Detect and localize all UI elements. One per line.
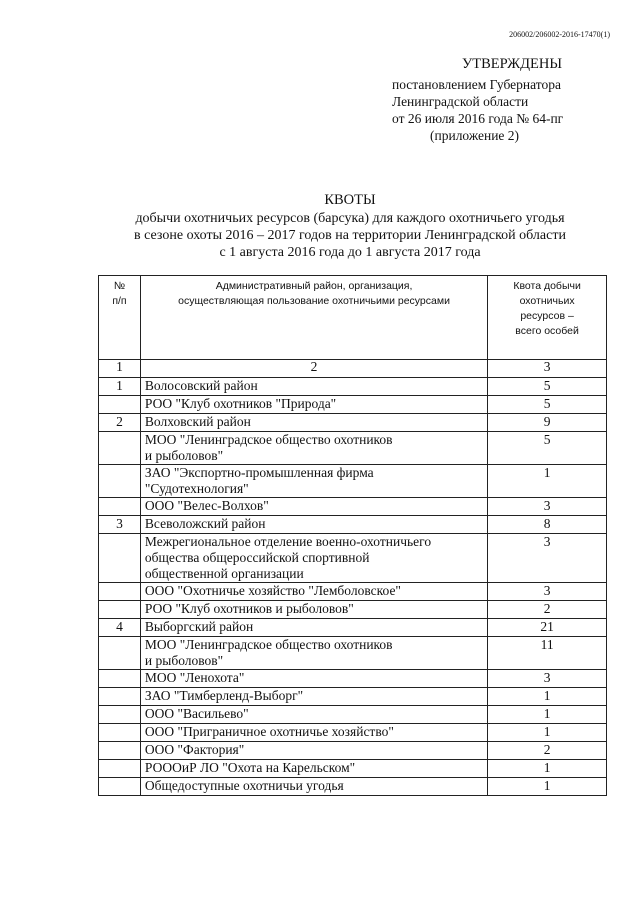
row-name: РОО "Клуб охотников и рыболовов" <box>140 601 487 619</box>
table-row <box>99 688 607 706</box>
row-name: Всеволожский район <box>140 516 487 534</box>
row-quota: 1 <box>488 760 607 778</box>
table-row <box>99 414 607 432</box>
header-name: Административный район, организация, осуществляющая пользование охотничьими ресурсами <box>140 276 487 360</box>
row-quota: 8 <box>488 516 607 534</box>
table-row <box>99 432 607 465</box>
table-row <box>99 619 607 637</box>
row-quota: 5 <box>488 378 607 396</box>
row-name: Выборгский район <box>140 619 487 637</box>
column-number: 2 <box>140 360 487 378</box>
row-name: РОО "Клуб охотников "Природа" <box>140 396 487 414</box>
row-quota: 3 <box>488 583 607 601</box>
row-quota: 1 <box>488 706 607 724</box>
column-number: 3 <box>488 360 607 378</box>
row-number <box>99 724 141 742</box>
row-quota: 5 <box>488 432 607 465</box>
row-name: ООО "Васильево" <box>140 706 487 724</box>
table-header-row <box>99 276 607 360</box>
header-num: № п/п <box>99 276 141 360</box>
row-number <box>99 778 141 796</box>
table-row <box>99 583 607 601</box>
table-row <box>99 516 607 534</box>
approval-line-1: постановлением Губернатора <box>392 77 561 92</box>
table-row <box>99 760 607 778</box>
row-name: МОО "Ленохота" <box>140 670 487 688</box>
table-row <box>99 742 607 760</box>
row-name: МОО "Ленинградское общество охотников и рыболовов" <box>140 432 487 465</box>
heading-sub-1: добычи охотничьих ресурсов (барсука) для каждого охотничьего угодья <box>135 211 565 226</box>
row-number <box>99 601 141 619</box>
approval-title: УТВЕРЖДЕНЫ <box>461 56 563 72</box>
row-number <box>99 534 141 583</box>
heading-main: КВОТЫ <box>324 192 376 208</box>
table-row <box>99 498 607 516</box>
document-id: 206002/206002-2016-17470(1) <box>509 30 610 39</box>
table-row <box>99 706 607 724</box>
row-name: ЗАО "Экспортно-промышленная фирма "Судотехнология" <box>140 465 487 498</box>
table-row <box>99 724 607 742</box>
approval-line-3: от 26 июля 2016 года № 64-пг <box>392 111 564 126</box>
table-row <box>99 534 607 583</box>
row-number <box>99 396 141 414</box>
table-row <box>99 670 607 688</box>
column-number-row <box>99 360 607 378</box>
row-number <box>99 637 141 670</box>
row-number: 1 <box>99 378 141 396</box>
row-number <box>99 688 141 706</box>
approval-line-2: Ленинградской области <box>392 94 529 109</box>
approval-block <box>392 56 612 144</box>
approval-appendix: (приложение 2) <box>430 128 520 143</box>
row-name: ООО "Велес-Волхов" <box>140 498 487 516</box>
table-row <box>99 465 607 498</box>
row-quota: 3 <box>488 670 607 688</box>
row-quota: 1 <box>488 688 607 706</box>
row-quota: 11 <box>488 637 607 670</box>
table-row <box>99 637 607 670</box>
row-name: ООО "Приграничное охотничье хозяйство" <box>140 724 487 742</box>
row-number: 2 <box>99 414 141 432</box>
row-number <box>99 432 141 465</box>
row-name: РОООиР ЛО "Охота на Карельском" <box>140 760 487 778</box>
row-name: Волосовский район <box>140 378 487 396</box>
heading-sub-2: в сезоне охоты 2016 – 2017 годов на территории Ленинградской области <box>134 228 566 243</box>
row-number <box>99 670 141 688</box>
row-name: Общедоступные охотничьи угодья <box>140 778 487 796</box>
column-number: 1 <box>99 360 141 378</box>
row-quota: 2 <box>488 601 607 619</box>
row-name: МОО "Ленинградское общество охотников и рыболовов" <box>140 637 487 670</box>
row-number: 4 <box>99 619 141 637</box>
header-quota: Квота добычи охотничьих ресурсов – всего особей <box>488 276 607 360</box>
quota-table <box>98 275 607 796</box>
row-number: 3 <box>99 516 141 534</box>
row-quota: 1 <box>488 778 607 796</box>
row-name: ООО "Охотничье хозяйство "Лемболовское" <box>140 583 487 601</box>
row-number <box>99 742 141 760</box>
document-heading <box>90 192 610 261</box>
row-number <box>99 583 141 601</box>
row-number <box>99 465 141 498</box>
row-quota: 5 <box>488 396 607 414</box>
table-row <box>99 396 607 414</box>
row-quota: 1 <box>488 465 607 498</box>
row-quota: 9 <box>488 414 607 432</box>
table-row <box>99 378 607 396</box>
row-name: Межрегиональное отделение военно-охотничьего общества общероссийской спортивной общественной организации <box>140 534 487 583</box>
row-name: ЗАО "Тимберленд-Выборг" <box>140 688 487 706</box>
row-quota: 21 <box>488 619 607 637</box>
row-quota: 2 <box>488 742 607 760</box>
heading-sub-3: с 1 августа 2016 года до 1 августа 2017 года <box>219 245 481 260</box>
row-quota: 1 <box>488 724 607 742</box>
table-row <box>99 601 607 619</box>
row-number <box>99 498 141 516</box>
row-name: ООО "Фактория" <box>140 742 487 760</box>
row-name: Волховский район <box>140 414 487 432</box>
table-row <box>99 778 607 796</box>
row-quota: 3 <box>488 498 607 516</box>
row-number <box>99 760 141 778</box>
row-number <box>99 706 141 724</box>
row-quota: 3 <box>488 534 607 583</box>
